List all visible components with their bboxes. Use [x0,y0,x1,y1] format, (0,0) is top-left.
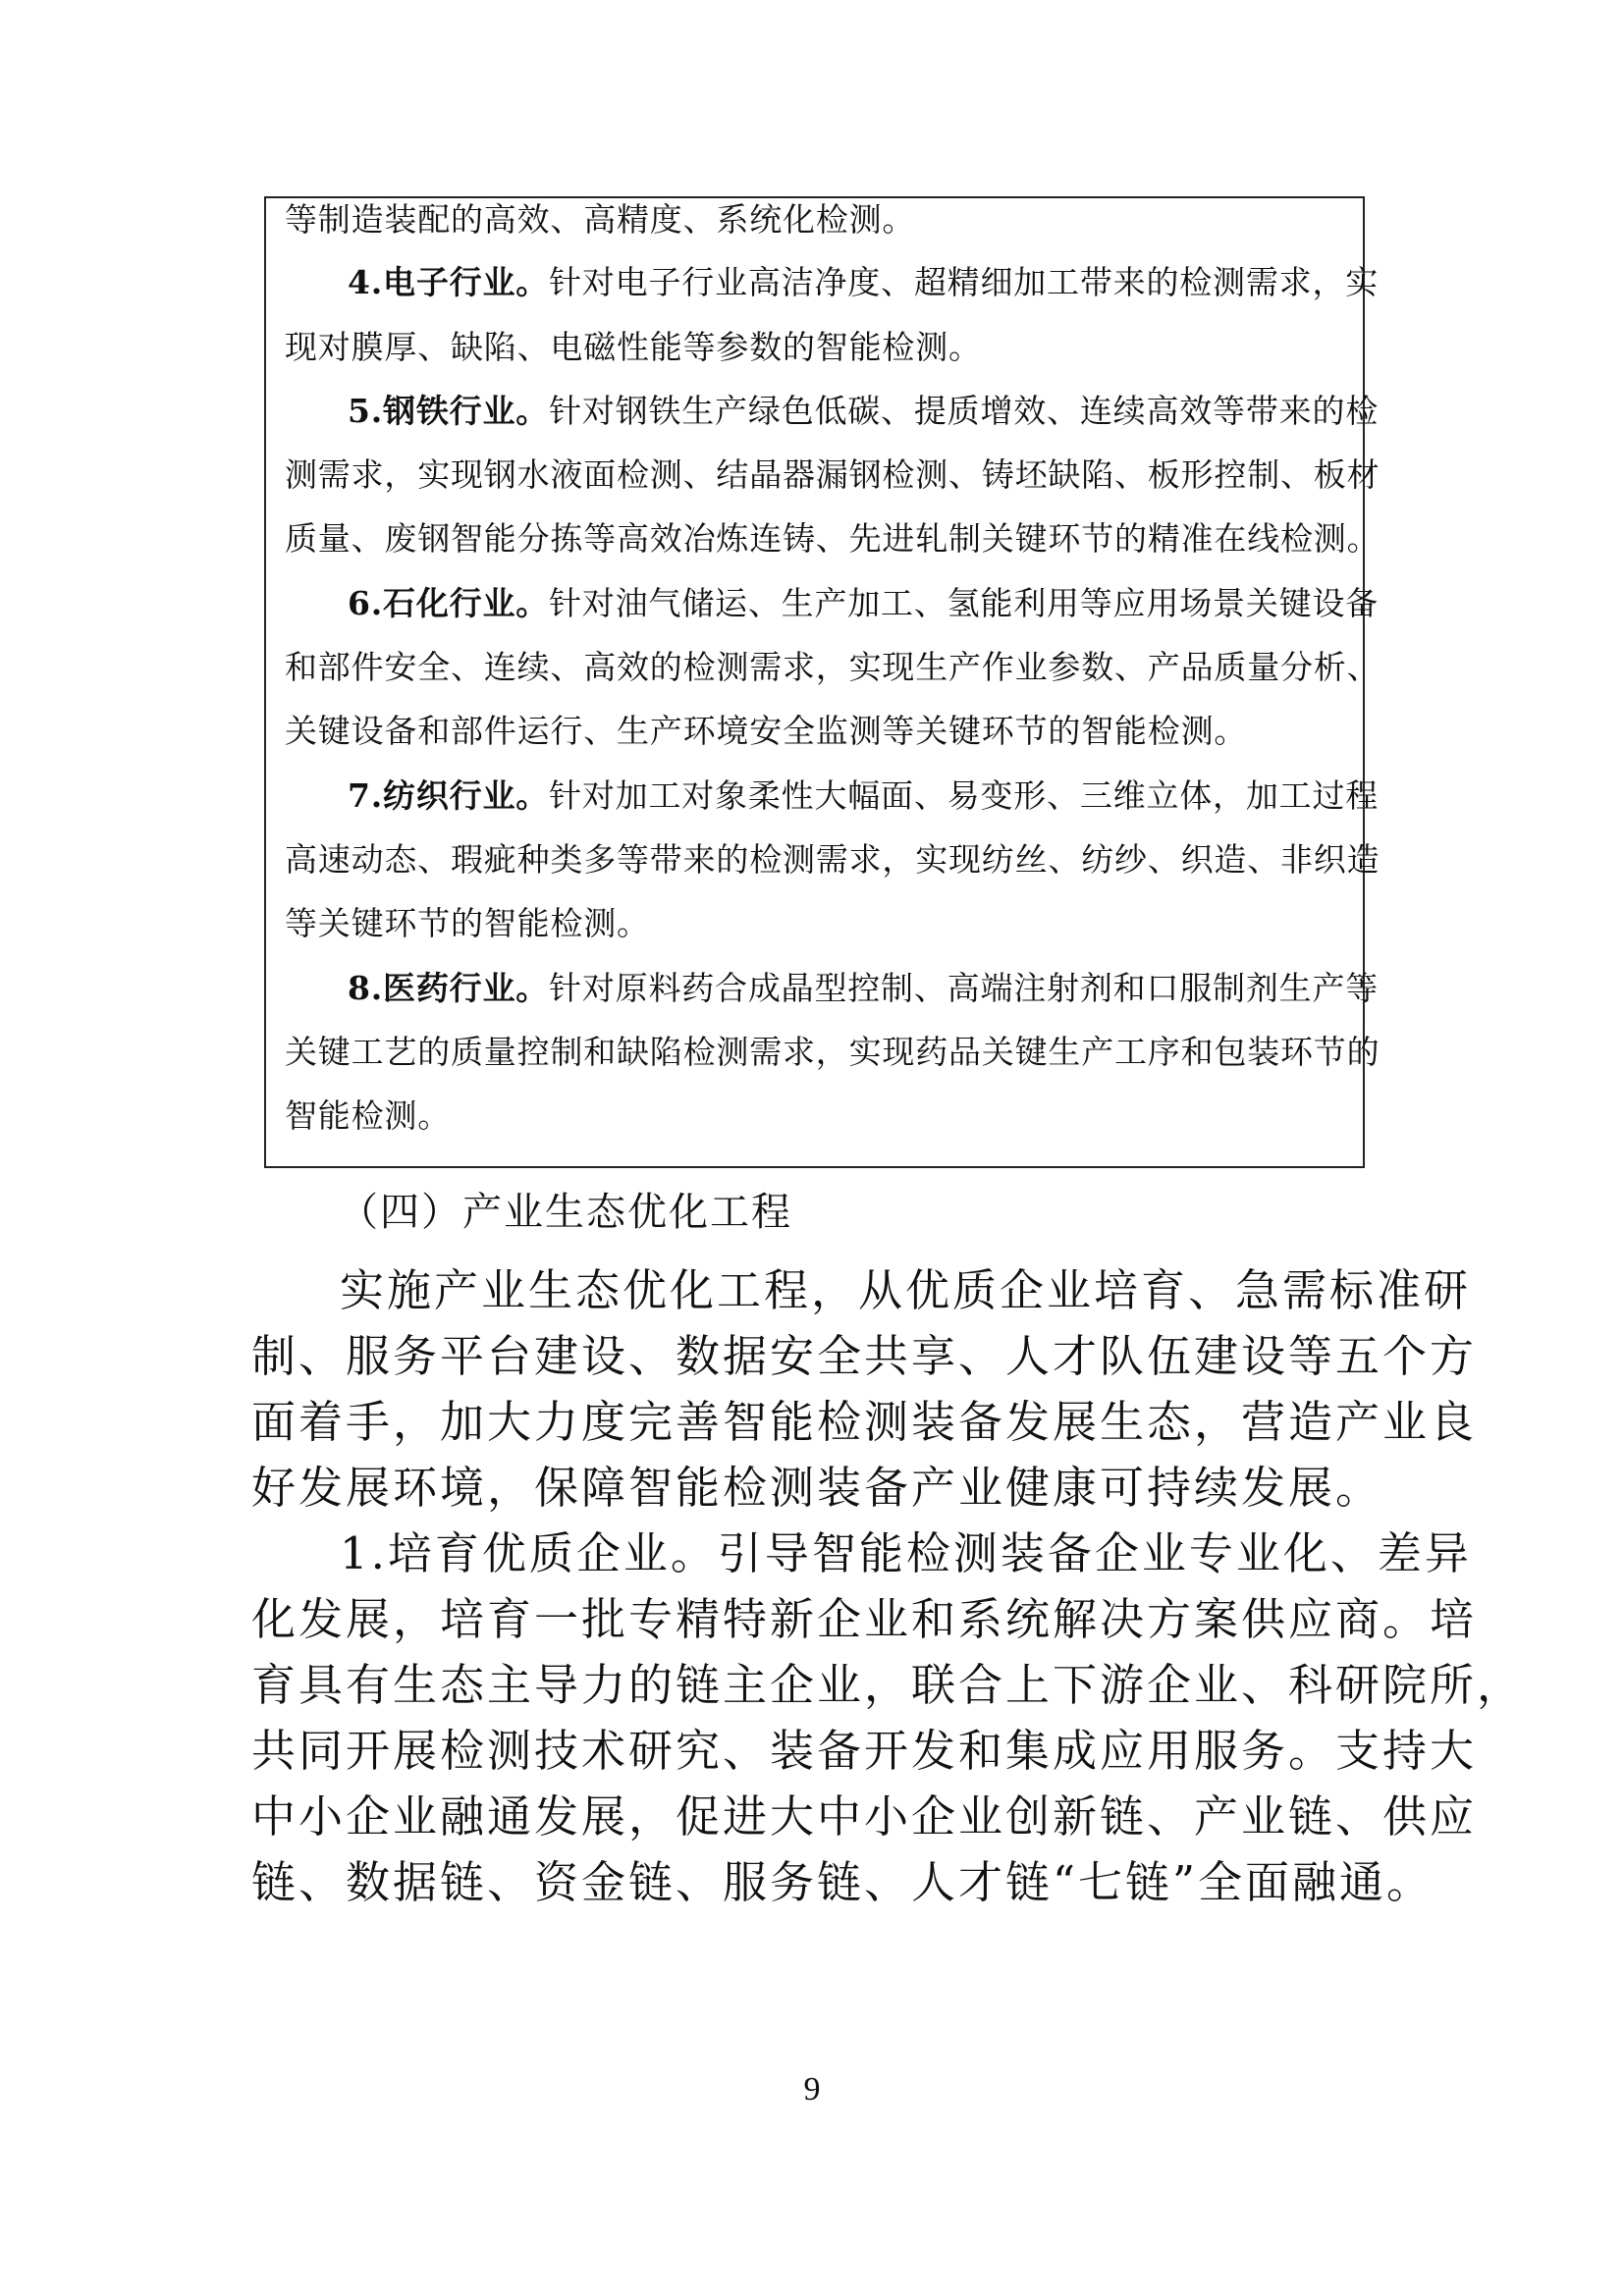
body-line-3: 面着手，加大力度完善智能检测装备发展生态，营造产业良 [251,1396,1478,1448]
box-line-1 [285,198,1359,241]
body-line-7: 育具有生态主导力的链主企业，联合上下游企业、科研院所， [251,1659,1525,1711]
box-line-7 [348,582,1380,625]
box-line-9 [285,710,1359,753]
box-line-lead: 8.医药行业。 [348,969,550,1007]
box-line-text: 智能检测。 [285,1096,451,1135]
box-line-text: 高速动态、瑕疵种类多等带来的检测需求，实现纺丝、纺纱、织造、非织造 [285,840,1380,879]
box-line-2 [348,261,1380,304]
box-line-lead: 5.钢铁行业。 [348,392,550,430]
body-line-10: 链、数据链、资金链、服务链、人才链“七链”全面融通。 [251,1856,1435,1908]
box-line-text: 和部件安全、连续、高效的检测需求，实现生产作业参数、产品质量分析、 [285,648,1380,686]
body-line-8: 共同开展检测技术研究、装备开发和集成应用服务。支持大 [251,1725,1478,1777]
body-line-9: 中小企业融通发展，促进大中小企业创新链、产业链、供应 [251,1790,1478,1842]
box-line-4 [348,390,1380,433]
box-line-12 [285,902,1359,945]
box-line-text: 关键设备和部件运行、生产环境安全监测等关键环节的智能检测。 [285,712,1248,750]
box-line-5 [285,454,1380,497]
box-line-lead: 6.石化行业。 [348,584,550,622]
box-line-text: 针对原料药合成晶型控制、高端注射剂和口服制剂生产等 [549,969,1380,1007]
box-line-text: 现对膜厚、缺陷、电磁性能等参数的智能检测。 [285,328,982,366]
box-line-10 [348,774,1380,818]
body-line-5: 1.培育优质企业。引导智能检测装备企业专业化、差异 [340,1527,1472,1579]
box-line-13 [348,967,1380,1010]
box-line-lead: 4.电子行业。 [348,263,550,301]
box-line-text: 质量、废钢智能分拣等高效冶炼连铸、先进轧制关键环节的精准在线检测。 [285,519,1380,558]
box-line-text: 针对加工对象柔性大幅面、易变形、三维立体，加工过程 [549,776,1380,815]
box-line-text: 针对油气储运、生产加工、氢能利用等应用场景关键设备 [549,584,1380,622]
box-line-lead: 7.纺织行业。 [348,776,550,815]
box-line-6 [285,517,1380,561]
box-line-text: 针对电子行业高洁净度、超精细加工带来的检测需求，实 [549,263,1380,301]
box-line-14 [285,1031,1380,1074]
body-line-4: 好发展环境，保障智能检测装备产业健康可持续发展。 [251,1462,1383,1514]
body-line-1: 实施产业生态优化工程，从优质企业培育、急需标准研 [340,1264,1472,1316]
box-line-text: 针对钢铁生产绿色低碳、提质增效、连续高效等带来的检 [549,392,1380,430]
box-line-8 [285,646,1380,689]
box-line-text: 等制造装配的高效、高精度、系统化检测。 [285,200,916,239]
body-line-6: 化发展，培育一批专精特新企业和系统解决方案供应商。培 [251,1593,1478,1645]
section-heading: （四）产业生态优化工程 [339,1190,792,1235]
box-line-15 [285,1095,1359,1138]
box-line-text: 等关键环节的智能检测。 [285,904,650,942]
box-line-text: 测需求，实现钢水液面检测、结晶器漏钢检测、铸坯缺陷、板形控制、板材 [285,455,1380,494]
box-line-11 [285,838,1380,881]
body-line-2: 制、服务平台建设、数据安全共享、人才队伍建设等五个方 [251,1330,1478,1382]
page-number: 9 [803,2071,821,2108]
box-line-text: 关键工艺的质量控制和缺陷检测需求，实现药品关键生产工序和包装环节的 [285,1033,1380,1071]
box-line-3 [285,326,1359,369]
